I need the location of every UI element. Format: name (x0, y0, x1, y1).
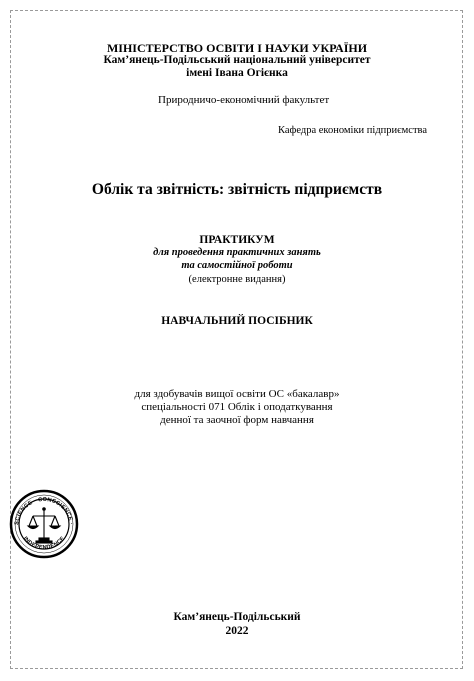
publication-city: Кам’янець-Подільський (173, 611, 301, 623)
svg-text:INDEPENDENCE: INDEPENDENCE (21, 535, 67, 552)
page-border (10, 10, 463, 669)
textbook-type: НАВЧАЛЬНИЙ ПОСІБНИК (161, 315, 313, 327)
edition-note: (електронне видання) (188, 274, 286, 285)
purpose-line-2: та самостійної роботи (181, 260, 293, 271)
publication-year: 2022 (225, 625, 249, 637)
audience-line-2: спеціальності 071 Облік і оподаткування (141, 401, 333, 413)
faculty-name: Природничо-економічний факультет (158, 94, 330, 106)
practicum-label: ПРАКТИКУМ (199, 234, 275, 246)
university-heading: Кам’янець-Подільський національний університет (103, 54, 371, 66)
svg-text:SCIENCE · CONSCIENCE ·: SCIENCE · CONSCIENCE · (14, 496, 74, 526)
university-seal-logo (9, 483, 79, 565)
audience-line-3: денної та заочної форм навчання (160, 414, 314, 426)
university-name: імені Івана Огієнка (186, 67, 288, 79)
purpose-line-1: для проведення практичних занять (153, 247, 321, 258)
ministry-heading: МІНІСТЕРСТВО ОСВІТИ І НАУКИ УКРАЇНИ (106, 41, 368, 55)
department-name: Кафедра економіки підприємства (278, 125, 428, 136)
document-title: Облік та звітність: звітність підприємств (91, 181, 383, 198)
scales-seal-icon (9, 483, 79, 565)
audience-line-1: для здобувачів вищої освіти ОС «бакалавр» (134, 388, 340, 400)
